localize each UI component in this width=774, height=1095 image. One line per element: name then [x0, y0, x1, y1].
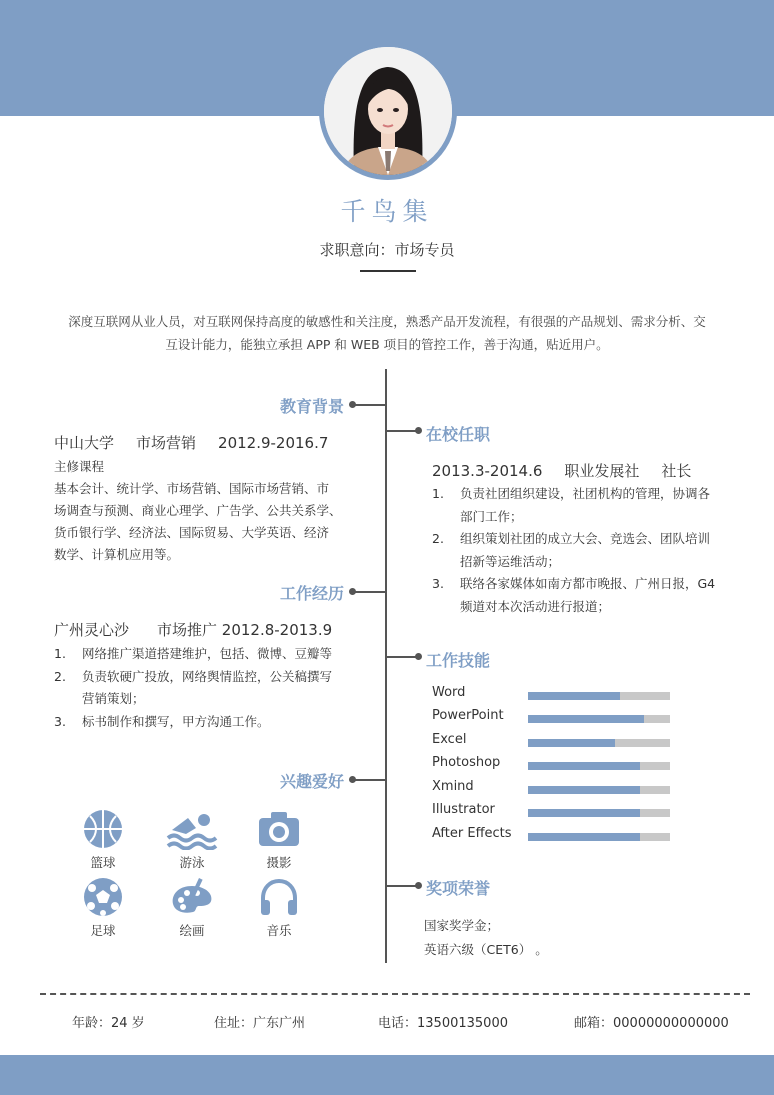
hobby-label: 音乐: [266, 923, 292, 938]
hobby-label: 篮球: [90, 855, 116, 870]
work-header: [54, 619, 332, 640]
timeline-dot: [415, 653, 422, 660]
campus-period: 2013.3-2014.6: [432, 462, 543, 480]
intent-divider: [360, 270, 416, 272]
summary-line: 互设计能力，能独立承担 APP 和 WEB 项目的管控工作，善于沟通，贴近用户。: [165, 337, 609, 352]
campus-org: 职业发展社: [564, 462, 640, 480]
contact-address: 住址：广东广州: [214, 1016, 306, 1031]
list-item: 1. 网络推广渠道搭建维护，包括、微博、豆瓣等: [54, 646, 333, 661]
courses-list: [54, 478, 354, 566]
section-title-awards: 奖项荣誉: [426, 879, 491, 898]
courses-line: 数学、计算机应用等。: [54, 547, 180, 562]
hobby-label: 足球: [90, 923, 116, 938]
courses-label: 主修课程: [54, 459, 105, 474]
section-title-hobbies: 兴趣爱好: [279, 772, 344, 791]
timeline-connector: [385, 430, 419, 432]
list-item: 2. 负责软硬广投放，网络舆情监控，公关稿撰写 营销策划；: [54, 668, 333, 706]
skill-bar: [528, 786, 670, 794]
swimming-icon: [164, 808, 220, 850]
skill-bar-fill: [528, 809, 640, 817]
timeline-connector: [385, 656, 419, 658]
hobby-label: 摄影: [266, 855, 292, 870]
skill-bar-fill: [528, 739, 615, 747]
timeline-dot: [349, 588, 356, 595]
profile-summary: [36, 310, 738, 356]
skill-row: [432, 708, 672, 728]
skill-row: [432, 732, 672, 752]
campus-position: 社长: [661, 462, 692, 480]
footer-divider: [40, 993, 750, 995]
section-title-education: 教育背景: [279, 397, 344, 416]
courses-line: 场调查与预测、商业心理学、广告学、公共关系学、: [54, 503, 342, 518]
skill-row: [432, 802, 672, 822]
section-title-work: 工作经历: [279, 584, 344, 603]
award-item: 英语六级（CET6） 。: [424, 942, 548, 957]
work-duties: [54, 643, 364, 733]
candidate-name: 千鸟集: [340, 197, 434, 226]
hobby-label: 绘画: [179, 923, 205, 938]
headphones-icon: [257, 876, 301, 918]
major: 市场营销: [136, 434, 197, 452]
hobby-music: [249, 876, 309, 939]
section-title-skills: 工作技能: [426, 651, 491, 670]
list-item: 1. 负责社团组织建设，社团机构的管理，协调各 部门工作；: [432, 486, 711, 524]
skill-name: After Effects: [432, 826, 512, 841]
courses-line: 货币银行学、经济法、国际贸易、大学英语、经济: [54, 525, 330, 540]
contact-phone: 电话：13500135000: [378, 1016, 508, 1031]
campus-duties: [432, 483, 742, 618]
soccer-ball-icon: [82, 876, 124, 918]
list-item: 3. 联络各家媒体如南方都市晚报、广州日报，G4 频道对本次活动进行报道；: [432, 576, 716, 614]
hobby-soccer: [73, 876, 133, 939]
skill-row: [432, 826, 672, 846]
list-item: 2. 组织策划社团的成立大会、竞选会、团队培训 招新等运维活动；: [432, 531, 711, 569]
skill-bar: [528, 692, 670, 700]
courses-line: 基本会计、统计学、市场营销、国际市场营销、市: [54, 481, 330, 496]
skill-name: Word: [432, 685, 466, 700]
company-name: 广州灵心沙: [54, 621, 130, 639]
camera-icon: [257, 808, 301, 850]
section-title-campus: 在校任职: [426, 425, 491, 444]
skill-bar: [528, 762, 670, 770]
skill-row: [432, 755, 672, 775]
hobby-swimming: [162, 808, 222, 871]
basketball-icon: [82, 808, 124, 850]
timeline-dot: [415, 427, 422, 434]
skill-bar-fill: [528, 715, 644, 723]
skill-bar-fill: [528, 692, 620, 700]
skill-bar: [528, 833, 670, 841]
list-item: 3. 标书制作和撰写，甲方沟通工作。: [54, 713, 270, 729]
skill-bar-fill: [528, 833, 640, 841]
timeline-axis: [385, 369, 387, 963]
school-name: 中山大学: [54, 434, 115, 452]
hobby-label: 游泳: [179, 855, 205, 870]
timeline-dot: [349, 776, 356, 783]
skill-bar: [528, 809, 670, 817]
contact-age: 年龄：24 岁: [72, 1016, 145, 1031]
skill-name: Photoshop: [432, 755, 501, 770]
avatar: [319, 42, 457, 180]
contact-email: 邮箱：00000000000000: [574, 1016, 729, 1031]
education-period: 2012.9-2016.7: [218, 434, 329, 452]
timeline-connector: [352, 404, 385, 406]
hobby-basketball: [73, 808, 133, 871]
timeline-dot: [415, 882, 422, 889]
hobby-painting: [162, 876, 222, 939]
awards-list: [424, 914, 548, 962]
skill-bar-fill: [528, 786, 640, 794]
campus-header: [432, 460, 691, 481]
skill-name: PowerPoint: [432, 708, 504, 723]
skill-bar: [528, 715, 670, 723]
skill-name: Excel: [432, 732, 467, 747]
skill-row: [432, 779, 672, 799]
palette-icon: [169, 876, 215, 918]
education-header: [54, 432, 328, 453]
timeline-connector: [385, 885, 419, 887]
skill-row: [432, 685, 672, 705]
hobby-photography: [249, 808, 309, 871]
timeline-dot: [349, 401, 356, 408]
skill-name: Illustrator: [432, 802, 495, 817]
award-item: 国家奖学金；: [424, 918, 500, 933]
job-intent: 求职意向：市场专员: [319, 241, 455, 259]
footer-band: [0, 1055, 774, 1095]
summary-line: 深度互联网从业人员，对互联网保持高度的敏感性和关注度，熟悉产品开发流程，有很强的产品规划、需求分析、交: [68, 314, 706, 329]
work-role-period: 市场推广 2012.8-2013.9: [157, 621, 333, 639]
timeline-connector: [352, 779, 385, 781]
skill-name: Xmind: [432, 779, 474, 794]
timeline-connector: [352, 591, 385, 593]
skill-bar: [528, 739, 670, 747]
skill-bar-fill: [528, 762, 640, 770]
